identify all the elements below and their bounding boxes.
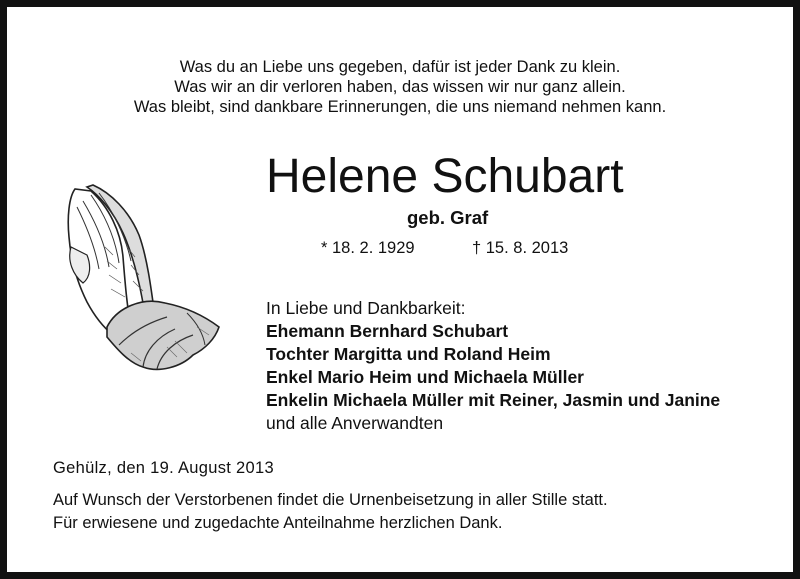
- poem-line: Was wir an dir verloren haben, das wissen wir nur ganz allein.: [174, 78, 626, 96]
- praying-hands-icon: [47, 177, 227, 377]
- poem-line: Was bleibt, sind dankbare Erinnerungen, die uns niemand nehmen kann.: [133, 98, 667, 116]
- poem-line: Was du an Liebe uns gegeben, dafür ist jeder Dank zu klein.: [179, 58, 621, 76]
- poem: [7, 57, 793, 117]
- notice-line: Auf Wunsch der Verstorbenen findet die Urnenbeisetzung in aller Stille statt.: [53, 491, 608, 509]
- mourner-entry: Ehemann Bernhard Schubart: [266, 321, 509, 341]
- place-date: Gehülz, den 19. August 2013: [53, 459, 274, 477]
- mourners-intro: In Liebe und Dankbarkeit:: [266, 298, 466, 318]
- death-date: † 15. 8. 2013: [472, 239, 569, 257]
- mourner-entry: Enkelin Michaela Müller mit Reiner, Jasmin und Janine: [266, 390, 721, 410]
- maiden-name: geb. Graf: [407, 207, 489, 228]
- birth-date: * 18. 2. 1929: [321, 239, 415, 257]
- mourner-entry: Enkel Mario Heim und Michaela Müller: [266, 367, 584, 387]
- mourners-tail: und alle Anverwandten: [266, 413, 444, 433]
- deceased-name: Helene Schubart: [266, 150, 624, 203]
- notice: [53, 489, 608, 535]
- mourner-entry: Tochter Margitta und Roland Heim: [266, 344, 551, 364]
- mourners-list: [266, 297, 720, 435]
- notice-line: Für erwiesene und zugedachte Anteilnahme herzlichen Dank.: [53, 514, 503, 532]
